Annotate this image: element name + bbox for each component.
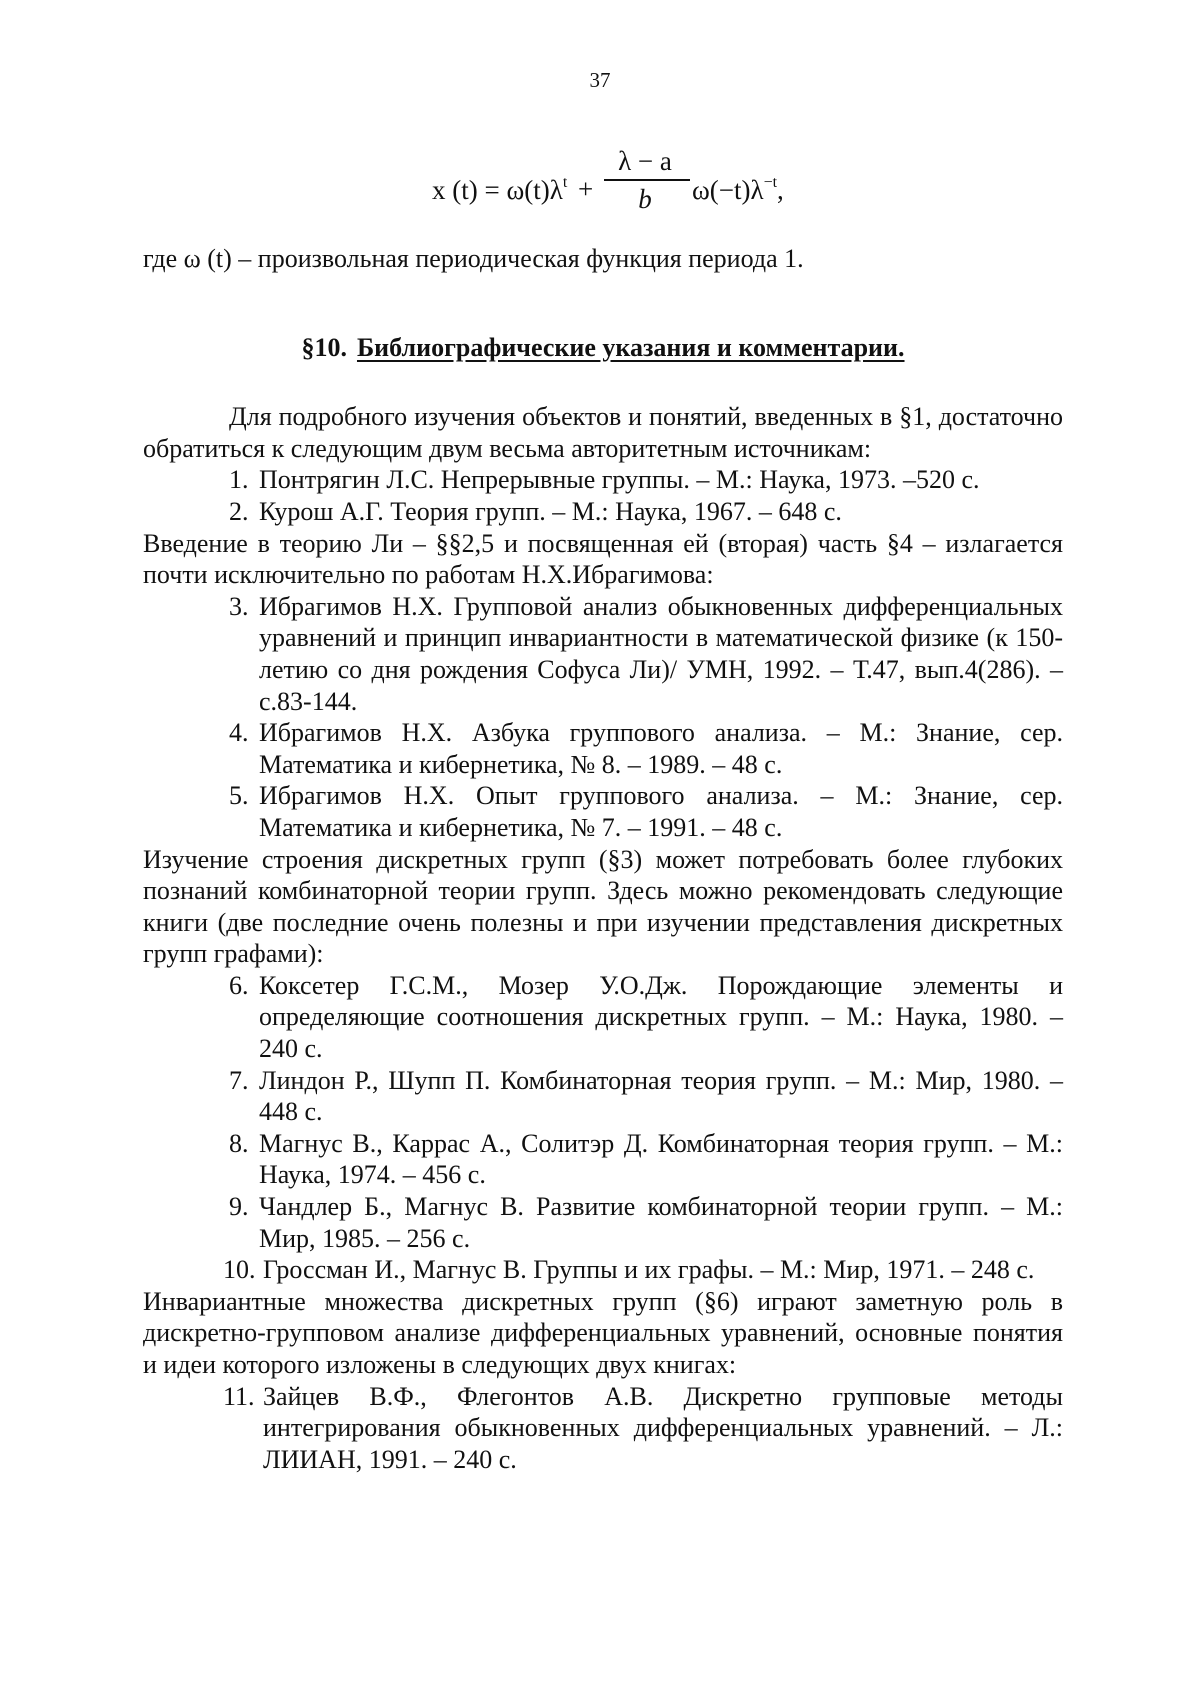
reference-item: [143, 780, 1063, 843]
formula-lhs-exponent: t: [562, 174, 568, 191]
reference-number: 7.: [229, 1065, 249, 1095]
reference-item: [143, 1254, 1063, 1286]
reference-item: [143, 970, 1063, 1065]
reference-number: 6.: [229, 970, 249, 1000]
formula-plus: +: [578, 174, 594, 204]
formula-lhs: x (t) = ω(t)λ: [432, 175, 563, 205]
reference-text: Зайцев В.Ф., Флегонтов А.В. Дискретно групповые методы интегрирования обыкновенных дифференциальных уравнений. – Л.: ЛИИАН, 1991. – 240 с.: [263, 1381, 1063, 1474]
paragraph-intro: Для подробного изучения объектов и понятий, введенных в §1, достаточно обратиться к следующим двум весьма авторитетным источникам:: [143, 402, 1063, 463]
reference-text: Ибрагимов Н.Х. Азбука группового анализа. – М.: Знание, сер. Математика и кибернетика, № 8. – 1989. – 48 с.: [259, 718, 1063, 779]
reference-number: 9.: [229, 1192, 249, 1222]
formula-explanation: где ω (t) – произвольная периодическая функция периода 1.: [143, 244, 804, 273]
reference-number: 5.: [229, 781, 249, 811]
formula-fraction-bar: [604, 179, 690, 181]
reference-text: Ибрагимов Н.Х. Групповой анализ обыкновенных дифференциальных уравнений и принцип инвариантности в математической физике (к 150-летию со дня рождения Софуса Ли)/ УМН, 1992. – Т.47, вып.4(286). – с.83-144.: [259, 591, 1063, 716]
reference-number: 11.: [223, 1381, 255, 1411]
reference-item: [143, 591, 1063, 717]
reference-item: [143, 1191, 1063, 1254]
reference-text: Гроссман И., Магнус В. Группы и их графы. – М.: Мир, 1971. – 248 с.: [263, 1255, 1035, 1285]
reference-text: Магнус В., Каррас А., Солитэр Д. Комбинаторная теория групп. – М.: Наука, 1974. – 456 с.: [259, 1128, 1063, 1190]
reference-text: Коксетер Г.С.М., Мозер У.О.Дж. Порождающие элементы и определяющие соотношения дискретных групп. – М.: Наука, 1980. – 240 с.: [259, 970, 1063, 1064]
reference-text: Курош А.Г. Теория групп. – М.: Наука, 1967. – 648 с.: [259, 496, 842, 526]
page-number: 37: [589, 68, 611, 92]
section-heading: [143, 332, 1063, 364]
reference-number: 8.: [229, 1128, 249, 1158]
reference-item: [143, 496, 1063, 528]
formula-fraction-denominator: b: [638, 184, 652, 214]
section-number: §10.: [301, 332, 347, 362]
reference-text: Ибрагимов Н.Х. Опыт группового анализа. – М.: Знание, сер. Математика и кибернетика, № 7. – 1991. – 48 с.: [259, 781, 1063, 842]
reference-number: 3.: [229, 591, 249, 621]
formula-rhs: ω(−t)λ: [692, 175, 764, 205]
paragraph-discrete-groups: Изучение строения дискретных групп (§3) может потребовать более глубоких познаний комбинаторной теории групп. Здесь можно рекомендовать следующие книги (две последние очень полезны и при изучении представления дискретных групп графами):: [143, 844, 1063, 969]
reference-item: [143, 1065, 1063, 1128]
reference-item: [143, 717, 1063, 780]
reference-item: [143, 1128, 1063, 1191]
reference-item: [143, 464, 1063, 496]
paragraph-invariant-sets: Инвариантные множества дискретных групп (§6) играют заметную роль в дискретно-групповом анализе дифференциальных уравнений, основные понятия и идеи которого изложены в следующих двух книгах:: [143, 1286, 1063, 1379]
reference-text: Чандлер Б., Магнус В. Развитие комбинаторной теории групп. – М.: Мир, 1985. – 256 с.: [259, 1192, 1063, 1253]
formula-end: ,: [777, 175, 784, 205]
section-title: Библиографические указания и комментарии.: [356, 332, 905, 362]
formula-rhs-exponent: −t: [763, 174, 778, 191]
page-content: [143, 243, 1063, 1475]
reference-number: 10.: [223, 1255, 256, 1285]
reference-item: [143, 1381, 1063, 1476]
reference-number: 4.: [229, 718, 249, 748]
reference-text: Линдон Р., Шупп П. Комбинаторная теория групп. – М.: Мир, 1980. – 448 с.: [259, 1065, 1063, 1127]
reference-number: 1.: [229, 465, 249, 495]
reference-number: 2.: [229, 496, 249, 526]
formula-fraction-numerator: λ − a: [618, 146, 672, 176]
reference-text: Понтрягин Л.С. Непрерывные группы. – М.: Наука, 1973. –520 с.: [259, 465, 980, 495]
paragraph-lie-theory: Введение в теорию Ли – §§2,5 и посвященная ей (вторая) часть §4 – излагается почти исключительно по работам Н.Х.Ибрагимова:: [143, 528, 1063, 590]
